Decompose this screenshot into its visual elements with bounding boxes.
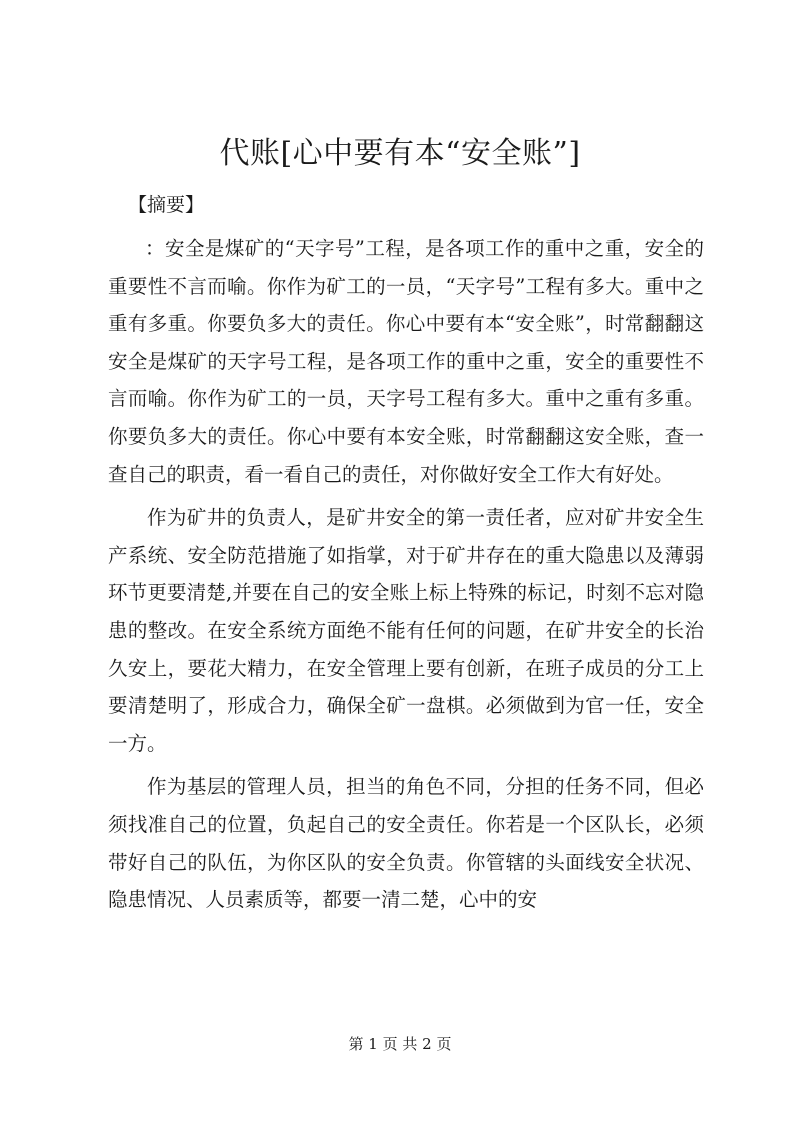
document-body	[108, 230, 704, 919]
page-number-footer: 第 1 页 共 2 页	[348, 1035, 452, 1053]
document-title: 代账[心中要有本“安全账”]	[219, 136, 581, 171]
abstract-paragraph: ：安全是煤矿的“天字号”工程，是各项工作的重中之重，安全的重要性不言而喻。你作为矿工的一员，“天字号”工程有多大。重中之重有多重。你要负多大的责任。你心中要有本“安全账”，时常翻翻这安全是煤矿的天字号工程，是各项工作的重中之重，安全的重要性不言而喻。你作为矿工的一员，天字号工程有多大。重中之重有多重。你要负多大的责任。你心中要有本安全账，时常翻翻这安全账，查一查自己的职责，看一看自己的责任，对你做好安全工作大有好处。	[108, 237, 704, 486]
body-paragraph: 作为矿井的负责人，是矿井安全的第一责任者，应对矿井安全生产系统、安全防范措施了如指掌，对于矿井存在的重大隐患以及薄弱环节更要清楚,并要在自己的安全账上标上特殊的标记，时刻不忘对隐患的整改。在安全系统方面绝不能有任何的问题，在矿井安全的长治久安上，要花大精力，在安全管理上要有创新，在班子成员的分工上要清楚明了，形成合力，确保全矿一盘棋。必须做到为官一任，安全一方。	[108, 506, 704, 755]
abstract-label: 【摘要】	[128, 194, 205, 216]
body-paragraph: 作为基层的管理人员，担当的角色不同，分担的任务不同，但必须找准自己的位置，负起自己的安全责任。你若是一个区队长，必须带好自己的队伍，为你区队的安全负责。你管辖的头面线安全状况、隐患情况、人员素质等，都要一清二楚，心中的安	[108, 775, 704, 912]
